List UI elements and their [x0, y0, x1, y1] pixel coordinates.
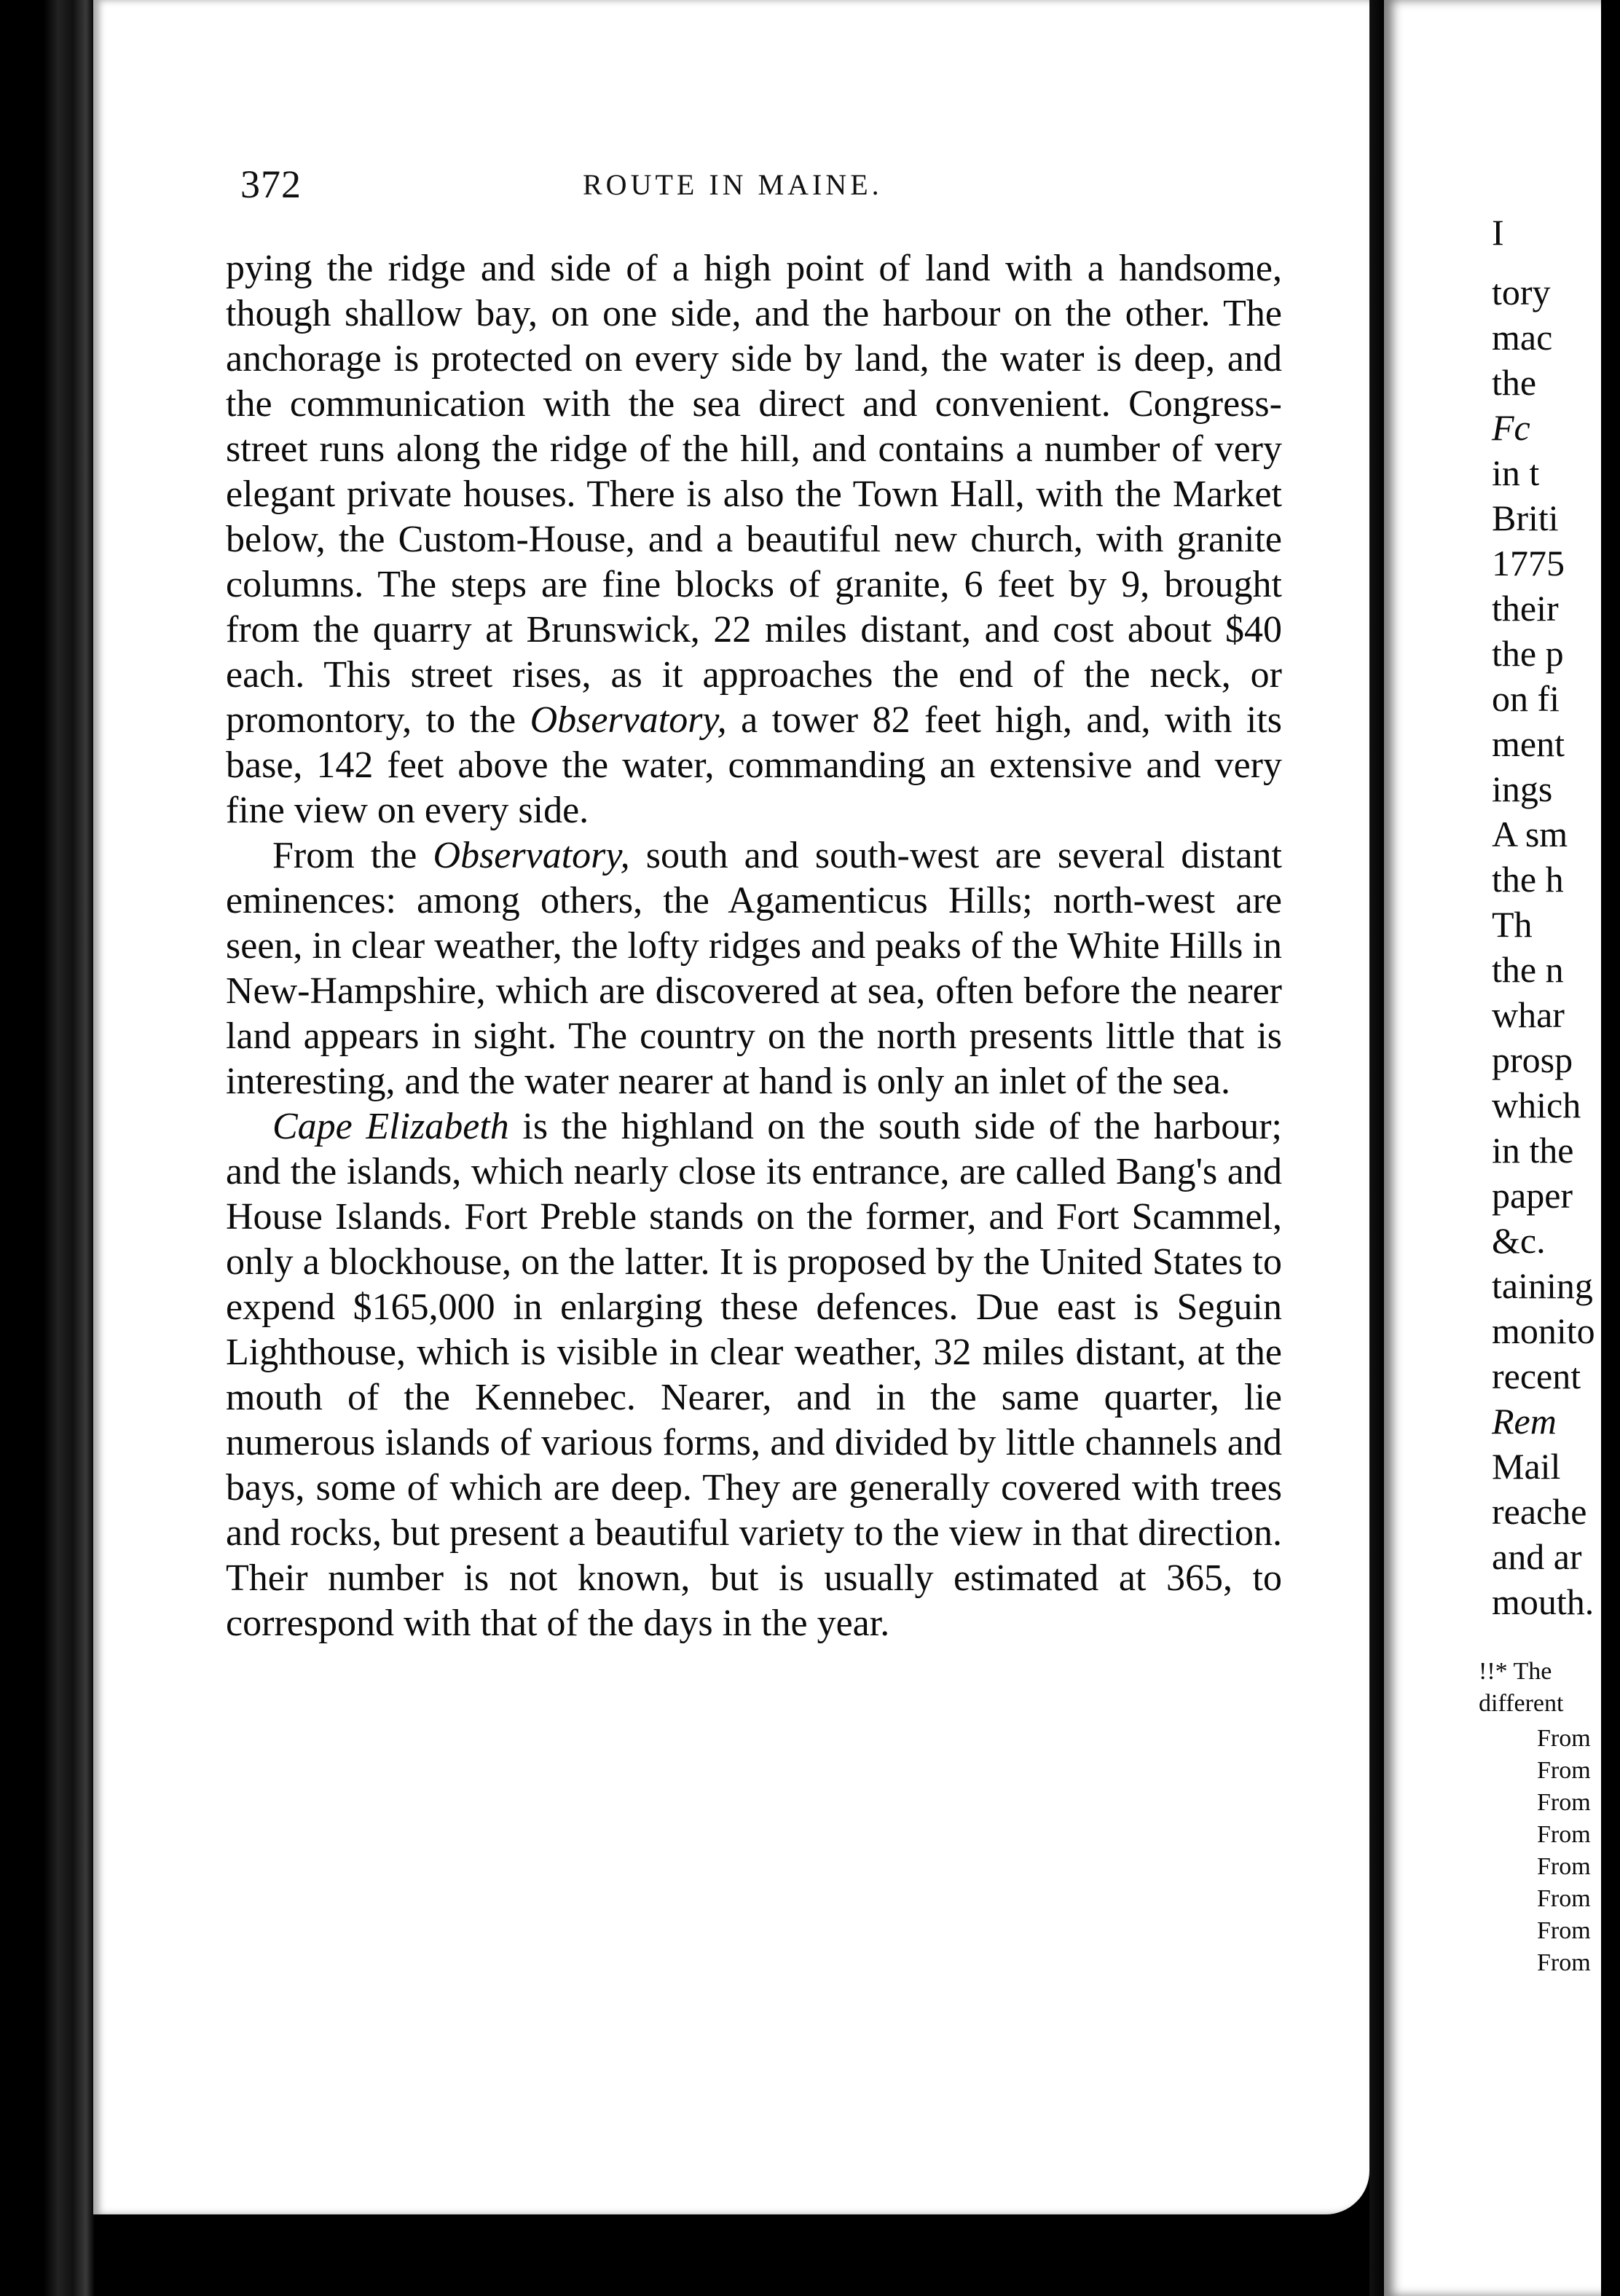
paragraph — [226, 833, 1282, 1104]
facing-page-line: the — [1492, 362, 1537, 403]
facing-page-line: ings — [1492, 768, 1553, 809]
italic-text: Observatory, — [433, 835, 630, 876]
facing-page-footnote-line: !!* The — [1479, 1658, 1552, 1685]
paragraph — [226, 246, 1282, 833]
facing-page-line: tory — [1492, 272, 1551, 312]
scan-right-edge — [1601, 0, 1620, 2296]
facing-page-footnote-line: From — [1537, 1917, 1591, 1944]
facing-page-footnote-line: From — [1537, 1853, 1591, 1880]
facing-page-line: Rem — [1492, 1401, 1557, 1442]
paragraph-text: From the — [272, 835, 433, 876]
facing-page-line: the p — [1492, 633, 1564, 674]
facing-page-line: the n — [1492, 949, 1564, 990]
facing-page-footnote-line: From — [1537, 1885, 1591, 1912]
facing-page-line: whar — [1492, 994, 1565, 1035]
facing-page-line: Briti — [1492, 498, 1559, 538]
paragraph — [226, 1104, 1282, 1646]
page-header-title: ROUTE IN MAINE. — [583, 168, 883, 201]
italic-text: Observatory, — [530, 699, 727, 741]
facing-page-line: Th — [1492, 904, 1533, 945]
paragraph-text: a tower 82 feet high, and, with its base, 142 feet above the water, commanding an extensive and very fine view on every side. — [226, 699, 1282, 831]
facing-page-line: and ar — [1492, 1536, 1582, 1577]
facing-page-footnote-line: From — [1537, 1821, 1591, 1848]
paragraph-text: pying the ridge and side of a high point of land with a handsome, though shallow bay, on one side, and the harbour on the other. The anchorage is protected on every side by land, the water is deep, and the communication with the sea direct and convenient. Congress-street runs along the ridge of the hill, and contains a number of very elegant private houses. There is also the Town Hall, with the Market below, the Custom-House, and a beautiful new church, with granite columns. The steps are fine blocks of granite, 6 feet by 9, brought from the quarry at Brunswick, 22 miles distant, and cost about $40 each. This street rises, as it approaches the end of the neck, or promontory, to the — [226, 248, 1282, 741]
facing-page-line: I — [1492, 212, 1504, 253]
body-text — [226, 246, 1282, 1646]
facing-page-footnote-line: From — [1537, 1949, 1591, 1976]
facing-page-line: reache — [1492, 1491, 1587, 1532]
facing-page-line: &c. — [1492, 1220, 1546, 1261]
facing-page-line: on fi — [1492, 678, 1560, 719]
facing-page-footnote-line: From — [1537, 1725, 1591, 1752]
facing-page-line: taining — [1492, 1265, 1593, 1306]
facing-page-line: Fc — [1492, 407, 1530, 448]
facing-page-footnote-line: From — [1537, 1789, 1591, 1816]
facing-page-line: mac — [1492, 317, 1553, 358]
facing-page-line: Mail — [1492, 1446, 1561, 1487]
facing-page-line: ment — [1492, 723, 1565, 764]
facing-page-line: the h — [1492, 859, 1564, 900]
paragraph-text: is the highland on the south side of the harbour; and the islands, which nearly close its entrance, are called Bang's and House Islands. Fort Preble stands on the former, and Fort Scammel, only a blockhouse, on the latter. It is proposed by the United States to expend $165,000 in enlarging these defences. Due east is Seguin Lighthouse, which is visible in clear weather, 32 miles distant, at the mouth of the Kennebec. Nearer, and in the same quarter, lie numerous islands of various forms, and divided by little channels and bays, some of which are deep. They are generally covered with trees and rocks, but present a beautiful variety to the view in that direction. Their number is not known, but is usually estimated at 365, to correspond with that of the days in the year. — [226, 1106, 1282, 1644]
facing-page-line: paper — [1492, 1175, 1573, 1216]
facing-page-line: A sm — [1492, 814, 1568, 854]
facing-page-line: mouth. — [1492, 1581, 1595, 1622]
facing-page-line: prosp — [1492, 1039, 1573, 1080]
italic-text: Cape Elizabeth — [272, 1106, 509, 1147]
facing-page-line: in the — [1492, 1130, 1574, 1171]
facing-page-line: recent — [1492, 1356, 1581, 1396]
facing-page-line: 1775 — [1492, 543, 1565, 583]
paragraph-text: south and south-west are several distant eminences: among others, the Agamenticus Hills; north-west are seen, in clear weather, the lofty ridges and peaks of the White Hills in New-Hampshire, which are discovered at sea, often before the nearer land appears in sight. The country on the north presents little that is interesting, and the water nearer at hand is only an inlet of the sea. — [226, 835, 1282, 1102]
facing-page-footnote-line: different — [1479, 1690, 1564, 1717]
facing-page-line: monito — [1492, 1310, 1595, 1351]
running-head — [240, 162, 1289, 213]
facing-page-line: in t — [1492, 452, 1540, 493]
scan-left-edge — [0, 0, 95, 2296]
facing-page-footnote-line: From — [1537, 1757, 1591, 1784]
page-number: 372 — [240, 162, 302, 206]
facing-page-line: their — [1492, 588, 1559, 629]
facing-page-line: which — [1492, 1085, 1581, 1125]
